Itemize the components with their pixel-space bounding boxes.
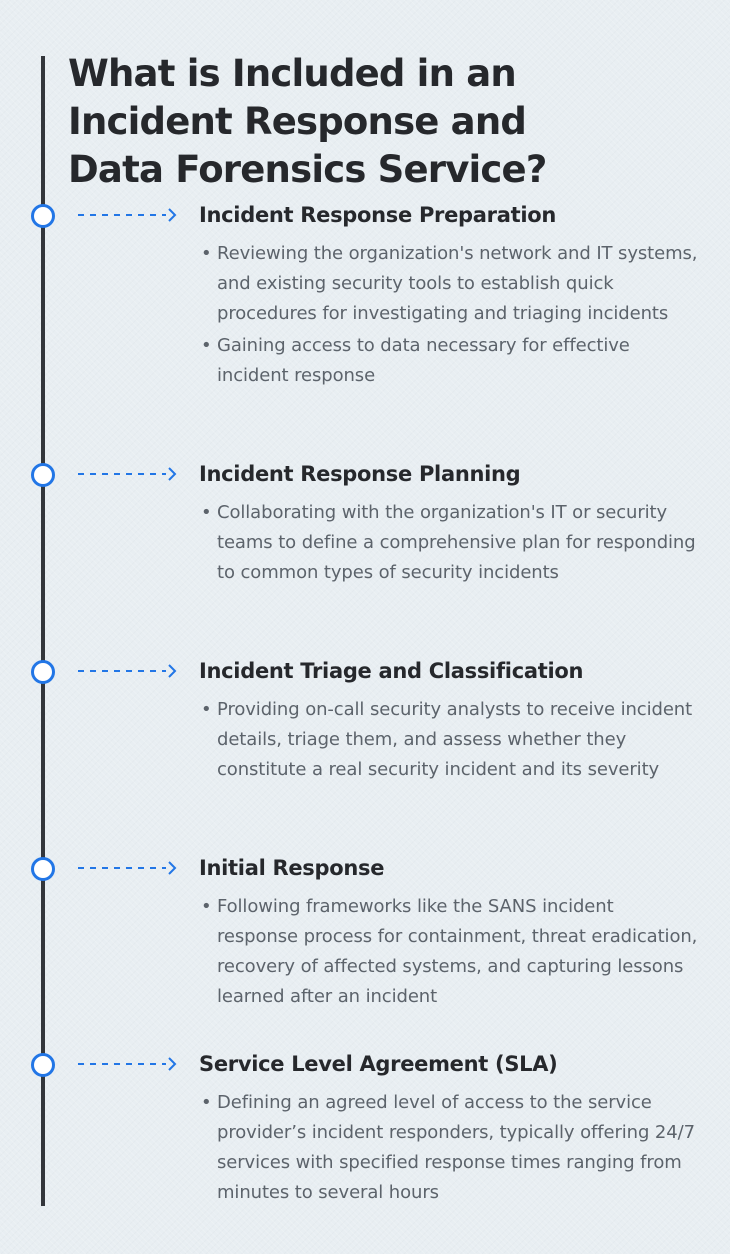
list-item-text: Following frameworks like the SANS incident response process for containment, threat eradication, recovery of affected systems, and capturing lessons learned after an incident bbox=[217, 896, 698, 1007]
list-item-text: Reviewing the organization's network and IT systems, and existing security tools to establish quick procedures for investigating and triaging incidents bbox=[217, 243, 698, 324]
bullet-dot-icon: • bbox=[201, 699, 212, 720]
step-title: Incident Response Preparation bbox=[199, 203, 556, 227]
page-title: What is Included in an Incident Response and Data Forensics Service? bbox=[68, 52, 547, 191]
step-title: Incident Triage and Classification bbox=[199, 659, 584, 683]
dashed-arrow-icon bbox=[76, 462, 180, 486]
list-item-text: Defining an agreed level of access to the service provider’s incident responders, typically offering 24/7 services with specified response times ranging from minutes to several hours bbox=[217, 1092, 695, 1203]
dashed-arrow-icon bbox=[76, 856, 180, 880]
list-item-text: Collaborating with the organization's IT or security teams to define a comprehensive plan for responding to common types of security incidents bbox=[217, 502, 696, 583]
hollow-circle-icon bbox=[31, 857, 55, 881]
list-item bbox=[199, 892, 699, 1012]
bullet-dot-icon: • bbox=[201, 335, 212, 356]
step-title: Initial Response bbox=[199, 856, 385, 880]
dashed-arrow-icon bbox=[76, 659, 180, 683]
bullet-dot-icon: • bbox=[201, 243, 212, 264]
list-item-text: Gaining access to data necessary for effective incident response bbox=[217, 335, 630, 386]
hollow-circle-icon bbox=[31, 463, 55, 487]
bullet-dot-icon: • bbox=[201, 502, 212, 523]
hollow-circle-icon bbox=[31, 660, 55, 684]
list-item bbox=[199, 498, 699, 588]
bullet-list bbox=[199, 239, 699, 393]
dashed-arrow-icon bbox=[76, 203, 180, 227]
bullet-list bbox=[199, 498, 699, 590]
bullet-dot-icon: • bbox=[201, 896, 212, 917]
list-item bbox=[199, 239, 699, 329]
step-title: Incident Response Planning bbox=[199, 462, 521, 486]
bullet-list bbox=[199, 892, 699, 1014]
hollow-circle-icon bbox=[31, 1053, 55, 1077]
hollow-circle-icon bbox=[31, 204, 55, 228]
list-item bbox=[199, 695, 699, 785]
list-item-text: Providing on-call security analysts to receive incident details, triage them, and assess whether they constitute a real security incident and its severity bbox=[217, 699, 693, 780]
list-item bbox=[199, 331, 699, 391]
bullet-dot-icon: • bbox=[201, 1092, 212, 1113]
dashed-arrow-icon bbox=[76, 1052, 180, 1076]
bullet-list bbox=[199, 695, 699, 787]
list-item bbox=[199, 1088, 699, 1208]
step-title: Service Level Agreement (SLA) bbox=[199, 1052, 558, 1076]
timeline-line bbox=[41, 56, 45, 1206]
bullet-list bbox=[199, 1088, 699, 1210]
